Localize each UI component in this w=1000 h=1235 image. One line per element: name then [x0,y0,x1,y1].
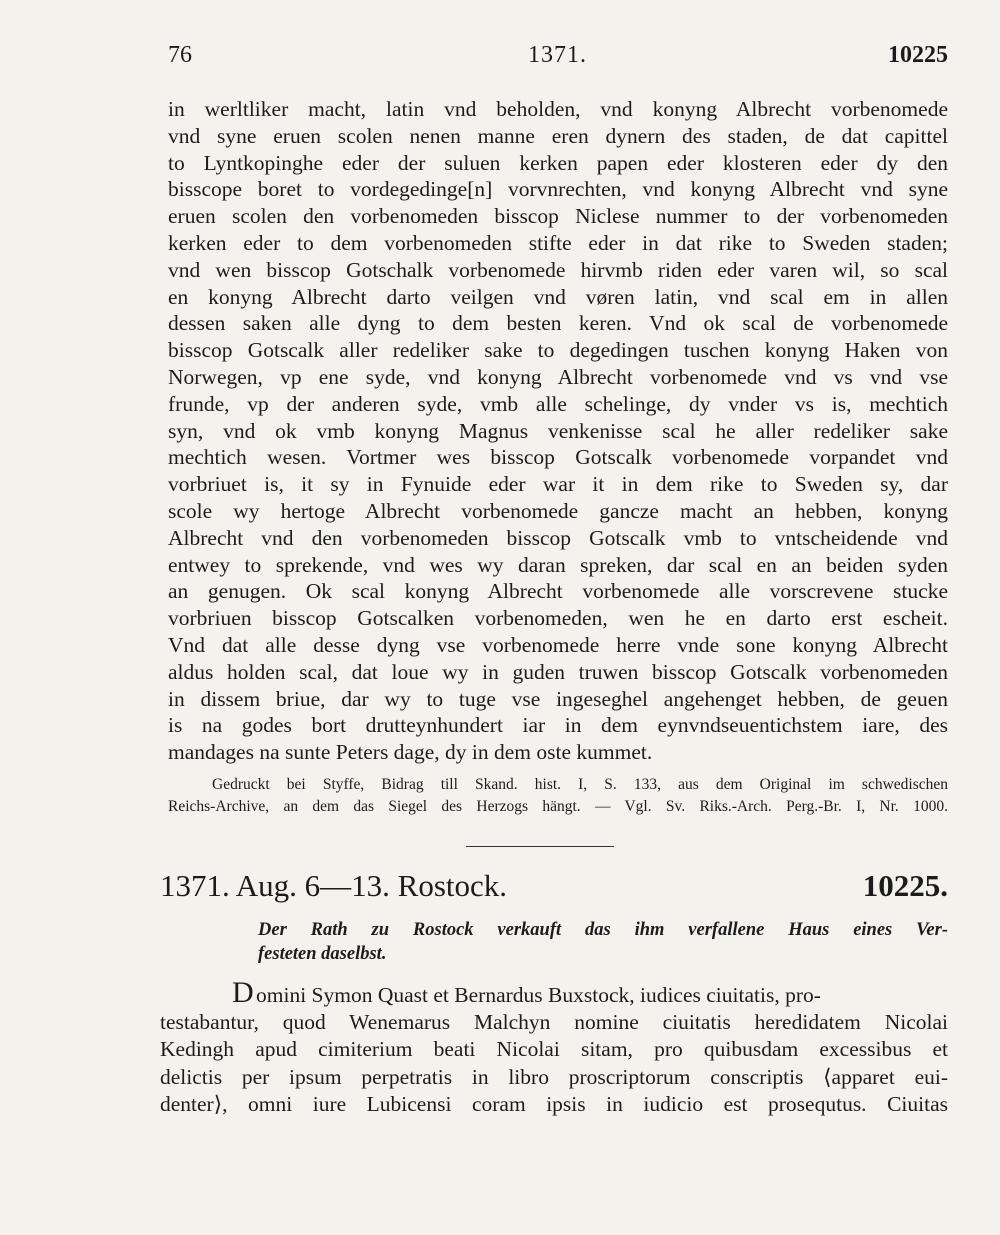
summary-line: festeten daselbst. [258,944,387,964]
text-line: Albrecht vnd den vorbenomeden bisscop Gotscalk vmb to vntscheidende vnd [168,525,948,550]
summary-line: Der Rath zu Rostock verkauft das ihm verfallene Haus eines Ver- [258,920,948,940]
entry-heading [160,868,948,912]
text-line: an genugen. Ok scal konyng Albrecht vorbenomede alle vorscrevene stucke [168,579,948,604]
text-line: mechtich wesen. Vortmer wes bisscop Gotscalk vorbenomede vorpandet vnd [168,445,948,470]
text-line: vnd wen bisscop Gotschalk vorbenomede hirvmb riden eder varen wil, so scal [168,257,948,282]
text-line: Norwegen, vp ene syde, vnd konyng Albrecht vorbenomede vnd vs vnd vse [168,364,948,389]
entry-date-place: 1371. Aug. 6—13. Rostock. [160,868,508,903]
text-line: delictis per ipsum perpetratis in libro proscriptorum conscriptis ⟨apparet eui- [160,1064,948,1089]
section-divider [466,846,614,847]
text-line: in werltliker macht, latin vnd beholden, vnd konyng Albrecht vorbenomede [168,97,948,121]
entry-text [160,976,948,1118]
text-line: scole wy hertoge Albrecht vorbenomede gancze macht an hebben, konyng [168,498,948,523]
header-year: 1371. [528,42,587,68]
first-line-text: omini Symon Quast et Bernardus Buxstock, iudices ciuitatis, pro- [256,983,821,1007]
text-line: dessen saken alle dyng to dem besten keren. Vnd ok scal de vorbenomede [168,311,948,336]
text-line: is na godes bort drutteynhundert iar in dem eynvndseuentichstem iare, des [168,713,948,738]
text-line [160,976,948,1009]
text-line: to Lyntkopinghe eder der suluen kerken papen eder klosteren eder dy den [168,150,948,175]
text-line: bisscope boret to vordegedinge[n] vorvnrechten, vnd konyng Albrecht vnd syne [168,177,948,202]
text-line: aldus holden scal, dat loue wy in guden truwen bisscop Gotscalk vorbenomeden [168,659,948,684]
previous-charter-text [168,96,948,766]
text-line: mandages na sunte Peters dage, dy in dem oste kummet. [168,740,653,765]
source-note [168,774,948,818]
text-line: frunde, vp der anderen syde, vmb alle schelinge, dy vnder vs is, mechtich [168,391,948,416]
text-line: testabantur, quod Wenemarus Malchyn nomine ciuitatis heredidatem Nicolai [160,1010,948,1035]
header-entry-number: 10225 [888,42,948,68]
text-line: entwey to sprekende, vnd wes wy daran spreken, dar scal en an beiden syden [168,552,948,577]
text-line: vorbriuen bisscop Gotscalken vorbenomeden, wen he en darto erst escheit. [168,606,948,631]
text-line: Kedingh apud cimiterium beati Nicolai sitam, pro quibusdam excessibus et [160,1037,948,1062]
text-line: in dissem briue, dar wy to tuge vse ingeseghel angehenget hebben, de geuen [168,686,948,711]
note-line: Reichs-Archive, an dem das Siegel des Herzogs hängt. — Vgl. Sv. Riks.-Arch. Perg.-Br. I, Nr. 1000. [168,798,948,815]
entry-summary [258,918,948,966]
text-line: Vnd dat alle desse dyng vse vorbenomede herre vnde sone konyng Albrecht [168,632,948,657]
page-header [168,42,948,78]
text-line: denter⟩, omni iure Lubicensi coram ipsis in iudicio est prosequtus. Ciuitas [160,1091,948,1116]
entry-number: 10225. [862,868,948,903]
text-line: bisscop Gotscalk aller redeliker sake to degedingen tuschen konyng Haken von [168,338,948,363]
drop-cap: D [232,976,254,1009]
text-line: kerken eder to dem vorbenomeden stifte eder in dat rike to Sweden staden; [168,230,948,255]
text-line: syn, vnd ok vmb konyng Magnus venkenisse scal he aller redeliker sake [168,418,948,443]
text-line: eruen scolen den vorbenomeden bisscop Niclese nummer to der vorbenomeden [168,204,948,229]
page-number: 76 [168,42,192,68]
text-line: en konyng Albrecht darto veilgen vnd vøren latin, vnd scal em in allen [168,284,948,309]
note-line: Gedruckt bei Styffe, Bidrag till Skand. hist. I, S. 133, aus dem Original im schwedischen [212,776,948,793]
text-line: vorbriuet is, it sy in Fynuide eder war it in dem rike to Sweden sy, dar [168,472,948,497]
text-line: vnd syne eruen scolen nenen manne eren dynern des staden, de dat capittel [168,123,948,148]
